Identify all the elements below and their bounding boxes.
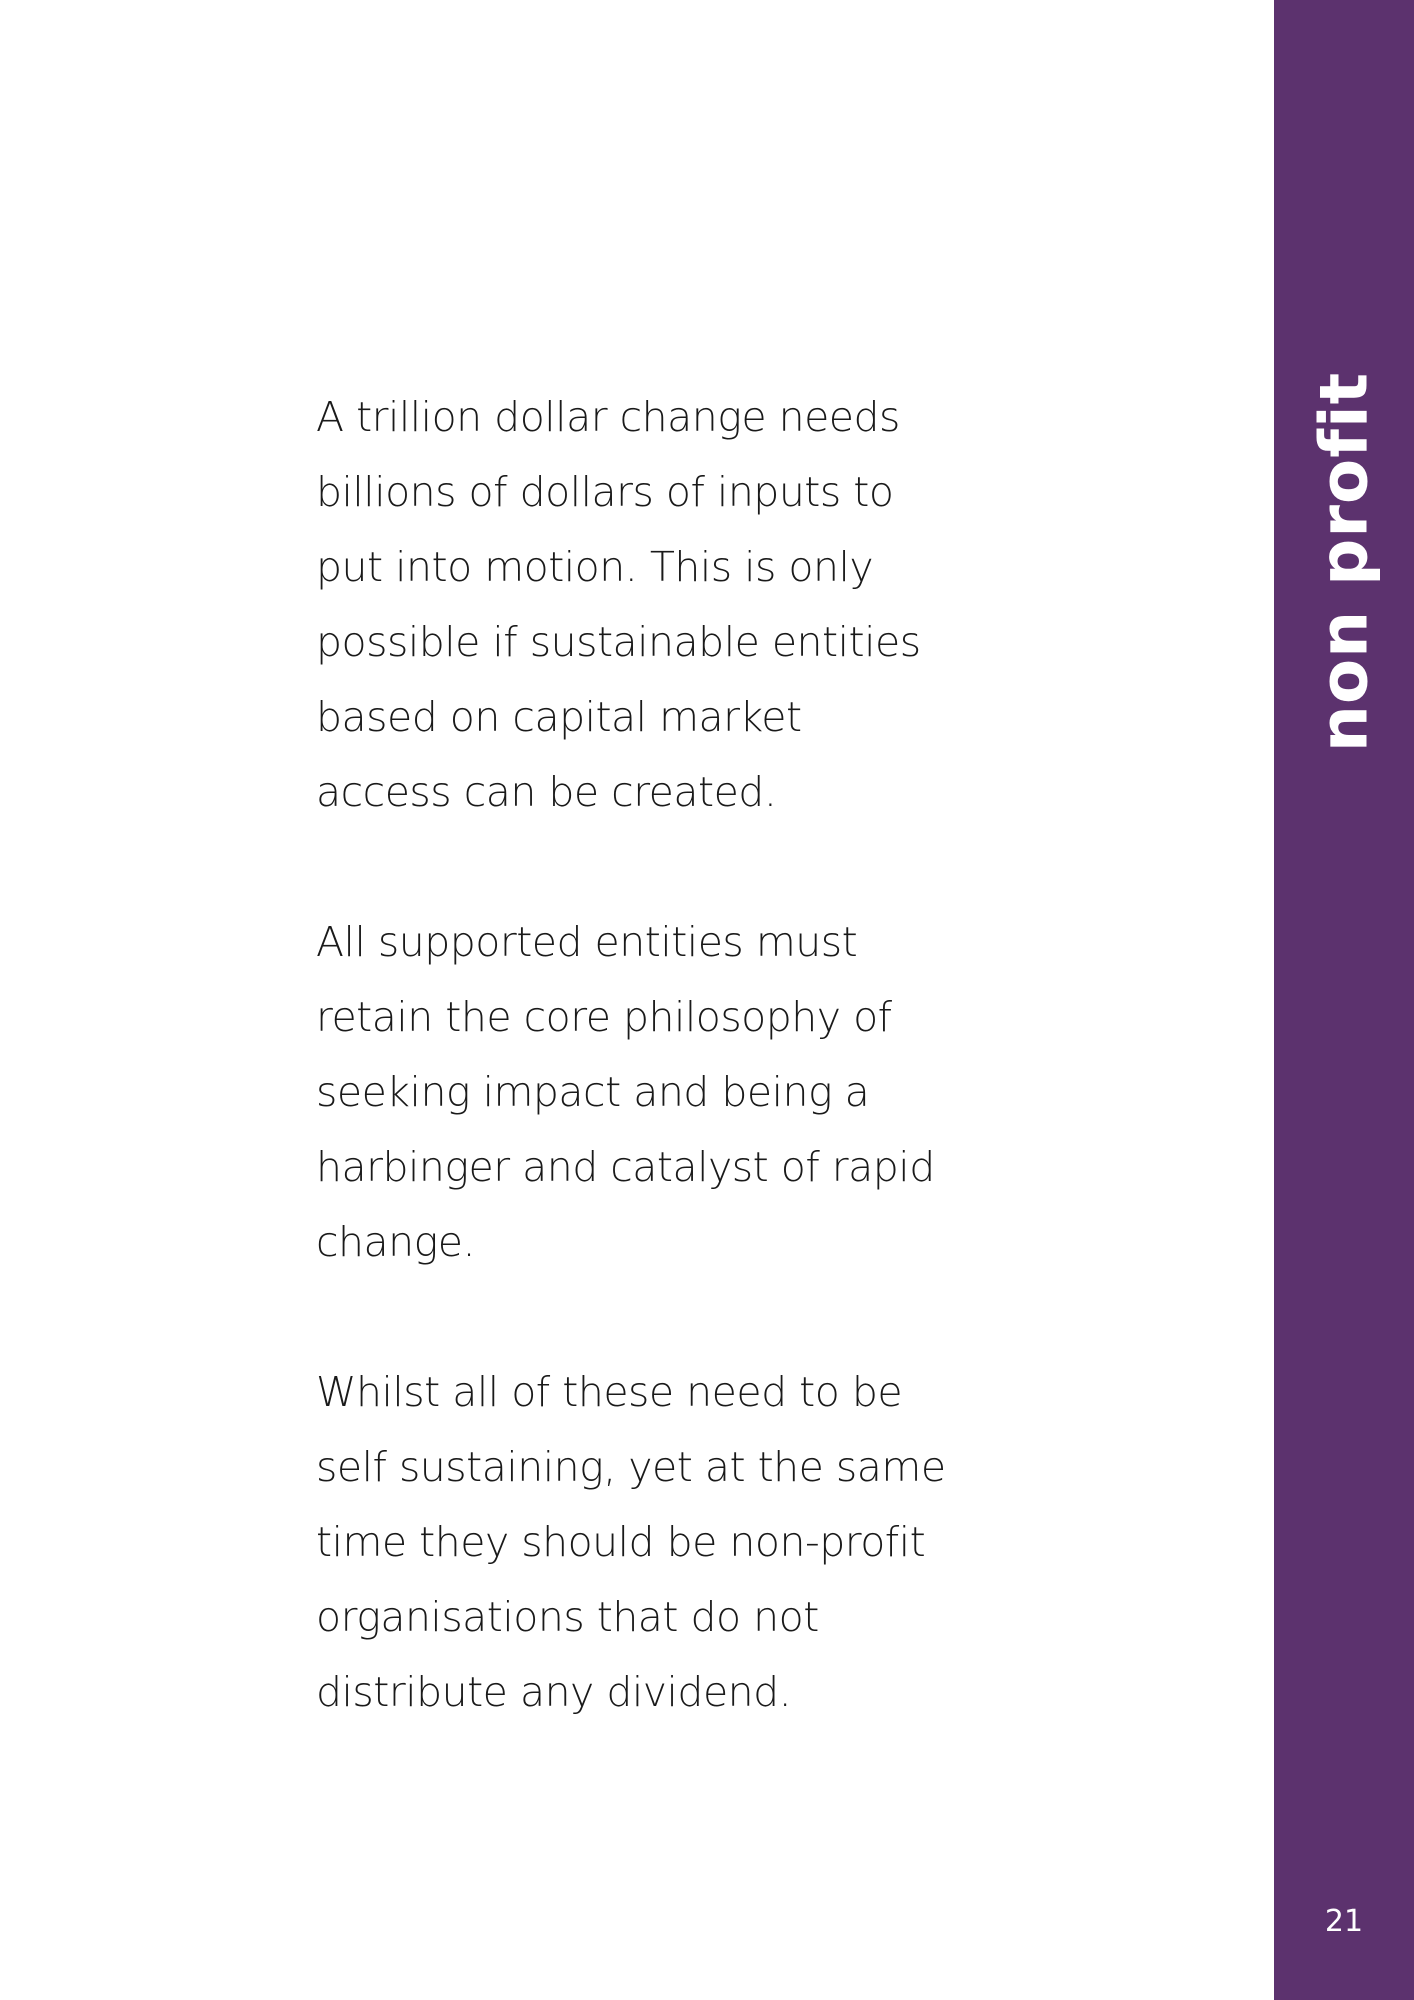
paragraph-3: Whilst all of these need to be self sustaining, yet at the same time they should be non-profit organisations that do not distribute any dividend. (316, 1368, 946, 1716)
paragraph-2: All supported entities must retain the core philosophy of seeking impact and being a harbinger and catalyst of rapid change. (316, 918, 935, 1266)
section-title: non profit (1305, 371, 1383, 753)
page-number: 21 (1324, 1904, 1364, 1939)
paragraph-1: A trillion dollar change needs billions of dollars of inputs to put into motion. This is only possible if sustainable entities based on capital market access can be created. (316, 393, 921, 816)
section-sidebar (1274, 0, 1414, 2000)
body-text (316, 380, 996, 1730)
